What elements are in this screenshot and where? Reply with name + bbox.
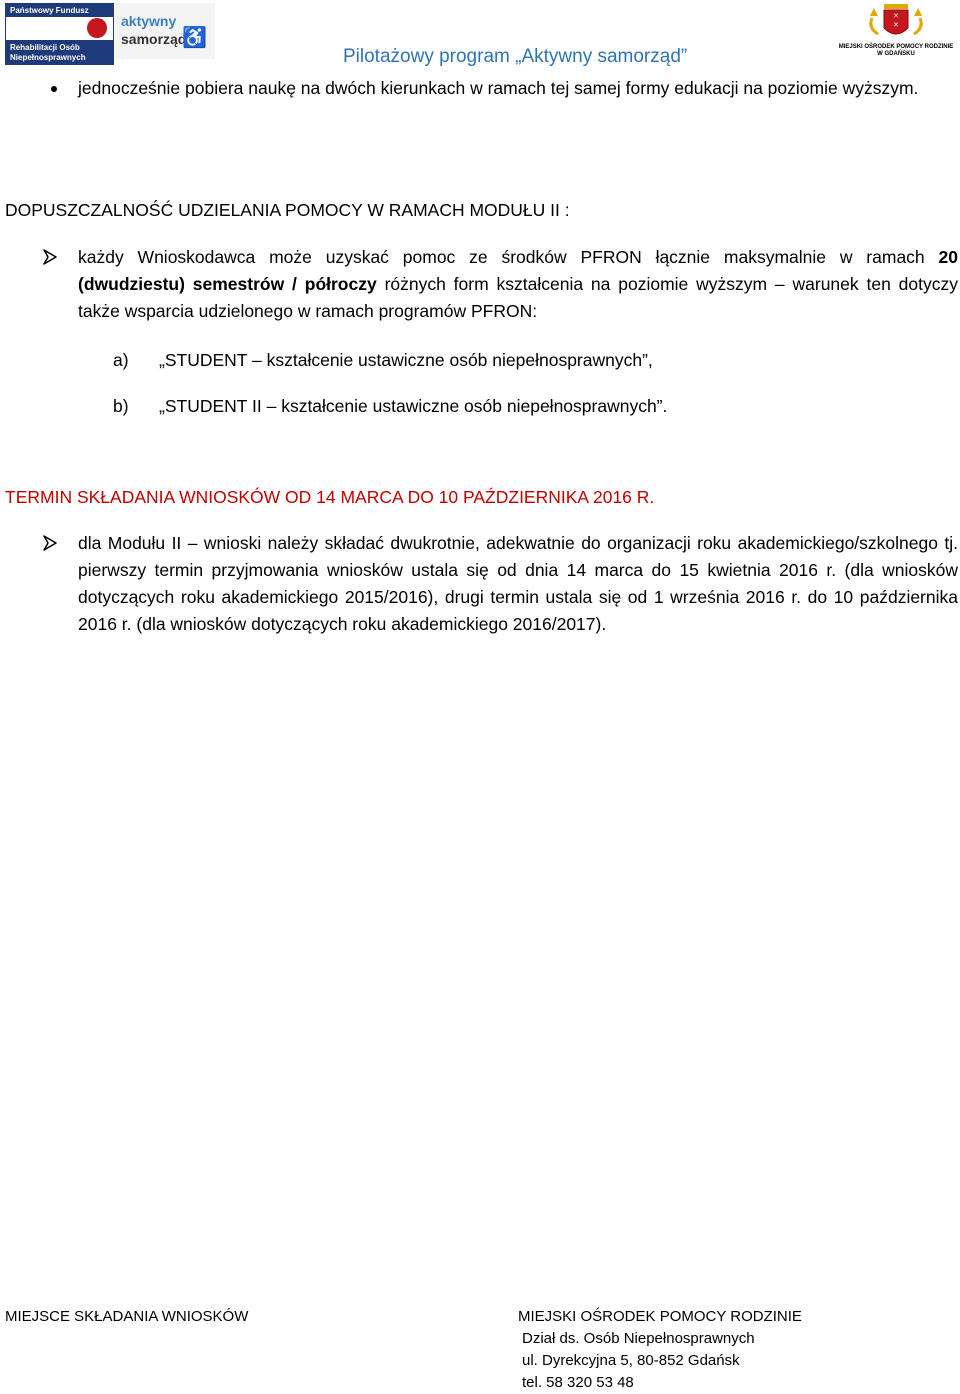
- footer-phone: tel. 58 320 53 48: [522, 1374, 634, 1391]
- mopr-caption-line1: MIEJSKI OŚRODEK POMOCY RODZINIE: [838, 44, 954, 50]
- admissibility-bold: 20 (dwudziestu) semestrów / półroczy: [78, 247, 958, 294]
- pfron-emblem-icon: [87, 18, 107, 38]
- footer-department: Dział ds. Osób Niepełnosprawnych: [522, 1330, 755, 1347]
- arrow-bullet-icon: [42, 249, 58, 265]
- admissibility-part2: różnych form kształcenia na poziomie wyższym – warunek ten dotyczy także wsparcia udzielonego w ramach programów PFRON:: [78, 274, 958, 321]
- mopr-caption-line2: W GDAŃSKU: [877, 51, 915, 57]
- pfron-logo-line1: Państwowy Fundusz: [10, 6, 89, 15]
- program-item-a: [113, 347, 653, 374]
- deadline-heading: TERMIN SKŁADANIA WNIOSKÓW OD 14 MARCA DO 10 PAŹDZIERNIKA 2016 R.: [5, 487, 655, 507]
- intro-bullet-text: jednocześnie pobiera naukę na dwóch kierunkach w ramach tej samej formy edukacji na poziomie wyższym.: [78, 78, 919, 98]
- program-item-marker: a): [113, 350, 129, 370]
- admissibility-part1: każdy Wnioskodawca może uzyskać pomoc ze środków PFRON łącznie maksymalnie w ramach: [78, 247, 925, 267]
- arrow-bullet-icon: [42, 535, 58, 551]
- program-item-b: [113, 393, 667, 420]
- program-title: Pilotażowy program „Aktywny samorząd”: [343, 46, 688, 67]
- aktywny-logo-line2: samorząd: [121, 31, 187, 47]
- bullet-dot-icon: [51, 86, 57, 92]
- admissibility-text: [78, 244, 958, 325]
- mopr-logo: [838, 2, 954, 60]
- footer-institution: MIEJSKI OŚRODEK POMOCY RODZINIE: [518, 1308, 802, 1325]
- deadline-bullet-text: dla Modułu II – wnioski należy składać dwukrotnie, adekwatnie do organizacji roku akademickiego/szkolnego tj. pierwszy termin przyjmowania wniosków ustala się od dnia 14 marca do 15 kwietnia 2016 r. (dla wniosków dotyczących roku akademickiego 2015/2016), drugi termin ustala się od 1 września 2016 r. do 10 października 2016 r. (dla wniosków dotyczących roku akademickiego 2016/2017).: [78, 533, 958, 634]
- program-item-marker: b): [113, 396, 129, 416]
- pfron-logo: [5, 3, 114, 65]
- program-item-text: „STUDENT – kształcenie ustawiczne osób niepełnosprawnych”,: [159, 350, 653, 370]
- aktywny-logo-line1: aktywny: [121, 13, 177, 29]
- pfron-logo-line2: Rehabilitacji Osób: [10, 43, 80, 52]
- wheelchair-icon: ♿: [182, 27, 207, 49]
- svg-text:✕: ✕: [893, 21, 899, 29]
- footer-address: ul. Dyrekcyjna 5, 80-852 Gdańsk: [522, 1352, 740, 1369]
- footer-place-label: MIEJSCE SKŁADANIA WNIOSKÓW: [5, 1308, 249, 1325]
- section-heading: DOPUSZCZALNOŚĆ UDZIELANIA POMOCY W RAMACH MODUŁU II :: [5, 200, 570, 220]
- program-item-text: „STUDENT II – kształcenie ustawiczne osób niepełnosprawnych”.: [159, 396, 668, 416]
- aktywny-samorzad-logo: [115, 3, 215, 59]
- svg-text:✕: ✕: [893, 12, 899, 20]
- pfron-logo-line3: Niepełnosprawnych: [10, 53, 86, 62]
- gdansk-coat-of-arms-icon: [866, 2, 926, 42]
